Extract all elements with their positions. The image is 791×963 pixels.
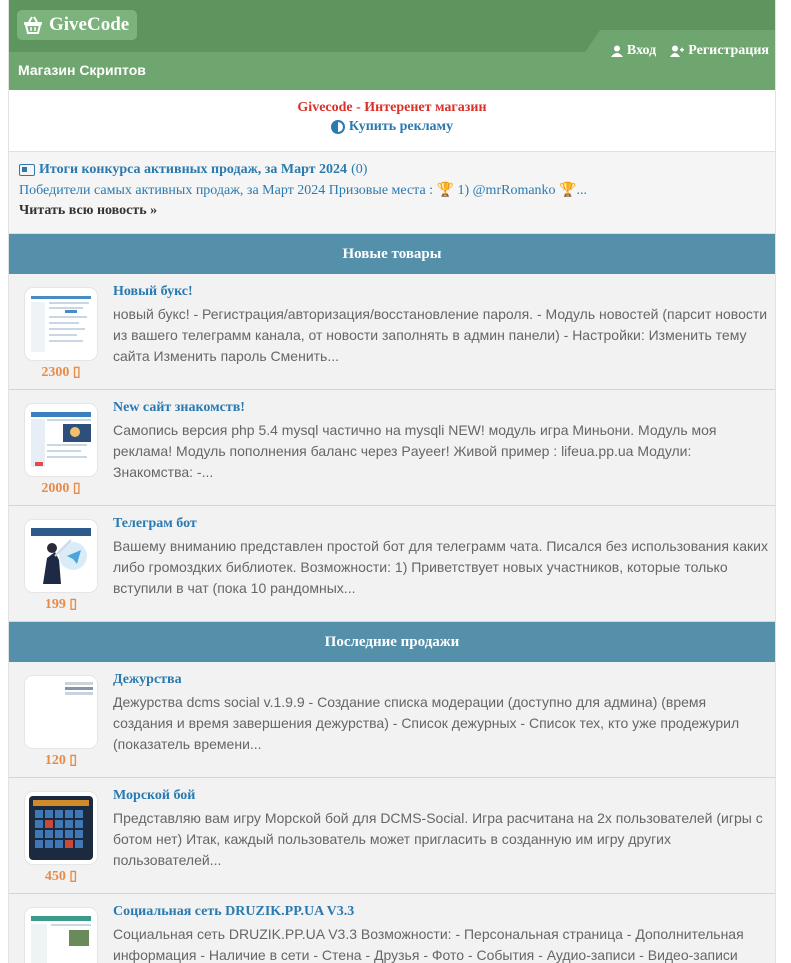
item-price: 2300 ▯ bbox=[41, 365, 81, 380]
news-block bbox=[9, 152, 775, 234]
adjust-icon bbox=[331, 120, 345, 134]
news-comment-count: (0) bbox=[351, 162, 368, 177]
item-title[interactable]: Социальная сеть DRUZIK.PP.UA V3.3 bbox=[113, 904, 355, 919]
page bbox=[8, 0, 776, 963]
header bbox=[9, 0, 775, 90]
logo-text: GiveCode bbox=[49, 14, 130, 35]
buy-ad-link[interactable] bbox=[331, 119, 453, 135]
screenshot-image bbox=[25, 520, 97, 592]
buy-ad-label: Купить рекламу bbox=[348, 119, 454, 134]
item-price: 199 ▯ bbox=[44, 597, 78, 612]
item-title[interactable]: Телеграм бот bbox=[113, 516, 197, 531]
list-item bbox=[9, 662, 775, 778]
register-link[interactable] bbox=[670, 43, 769, 59]
item-description: Представляю вам игру Морской бой для DCMS-Social. Игра расчитана на 2х пользователей (игры с ботом нет) Итак, каждый пользователь может пригласить в созданную им игру других пользователей... bbox=[113, 810, 763, 868]
item-thumbnail[interactable] bbox=[25, 676, 97, 748]
login-link[interactable] bbox=[611, 43, 656, 59]
register-label: Регистрация bbox=[688, 43, 769, 58]
user-icon bbox=[611, 45, 623, 57]
item-description: Социальная сеть DRUZIK.PP.UA V3.3 Возможности: - Персональная страница - Дополнительная информация - Наличие в сети - Стена - Друзья - Фото - События - Аудио-записи - Видео-записи bbox=[113, 926, 744, 963]
item-thumbnail[interactable] bbox=[25, 792, 97, 864]
basket-icon bbox=[23, 16, 43, 34]
list-item bbox=[9, 778, 775, 894]
item-title[interactable]: Морской бой bbox=[113, 788, 196, 803]
site-name: Магазин Скриптов bbox=[18, 62, 146, 78]
item-thumbnail[interactable] bbox=[25, 520, 97, 592]
news-title-row[interactable] bbox=[19, 162, 765, 178]
newspaper-icon bbox=[19, 164, 35, 176]
item-description: Вашему вниманию представлен простой бот для телеграмм чата. Писался без использования каких либо громоздких библиотек. Возможности: 1) Приветствует новых участников, которые только вступили в чат (пока 10 рандомных... bbox=[113, 538, 768, 596]
item-title[interactable]: Дежурства bbox=[113, 672, 182, 687]
list-item bbox=[9, 894, 775, 963]
item-description: Дежурства dcms social v.1.9.9 - Создание списка модерации (доступно для админа) (время создания и время завершения дежурства) - Список дежурных - Список тех, кто уже продежурил (показатель времени... bbox=[113, 694, 740, 752]
section-last-sales: Последние продажи bbox=[9, 622, 775, 662]
auth-links bbox=[611, 43, 769, 59]
list-item bbox=[9, 390, 775, 506]
screenshot-image bbox=[25, 908, 97, 963]
item-price: 450 ▯ bbox=[44, 869, 78, 884]
list-item bbox=[9, 506, 775, 622]
logo[interactable] bbox=[17, 10, 137, 40]
login-label: Вход bbox=[626, 43, 657, 58]
screenshot-image bbox=[25, 404, 97, 476]
item-thumbnail[interactable] bbox=[25, 908, 97, 963]
item-price: 120 ▯ bbox=[44, 753, 78, 768]
item-title[interactable]: New сайт знакомств! bbox=[113, 400, 245, 415]
news-text[interactable]: Победители самых активных продаж, за Март 2024 Призовые места : 🏆 1) @mrRomanko 🏆... bbox=[19, 183, 587, 198]
screenshot-image bbox=[25, 676, 97, 748]
screenshot-image bbox=[25, 288, 97, 360]
item-description: Самопись версия php 5.4 mysql частично на mysqli NEW! модуль игра Миньони. Модуль моя реклама! Модуль пополнения баланс через Payeer! Живой пример : lifeua.pp.ua Модули: Знакомства: -... bbox=[113, 422, 717, 480]
item-title[interactable]: Новый букс! bbox=[113, 284, 193, 299]
item-thumbnail[interactable] bbox=[25, 404, 97, 476]
section-new-products: Новые товары bbox=[9, 234, 775, 274]
promo-block bbox=[9, 90, 775, 152]
item-price: 2000 ▯ bbox=[41, 481, 81, 496]
item-description: новый букс! - Регистрация/авторизация/восстановление пароля. - Модуль новостей (парсит новости из вашего телеграмм канала, от новости заполнять в админ панели) - Настройки: Изменить тему сайта Изменить пароль Сменить... bbox=[113, 306, 768, 364]
promo-title[interactable]: Givecode - Интеренет магазин bbox=[297, 100, 487, 115]
screenshot-image bbox=[25, 792, 97, 864]
item-thumbnail[interactable] bbox=[25, 288, 97, 360]
list-item bbox=[9, 274, 775, 390]
news-read-more[interactable]: Читать всю новость » bbox=[19, 203, 158, 218]
news-title[interactable]: Итоги конкурса активных продаж, за Март 2024 bbox=[39, 162, 348, 177]
user-plus-icon bbox=[670, 45, 684, 57]
